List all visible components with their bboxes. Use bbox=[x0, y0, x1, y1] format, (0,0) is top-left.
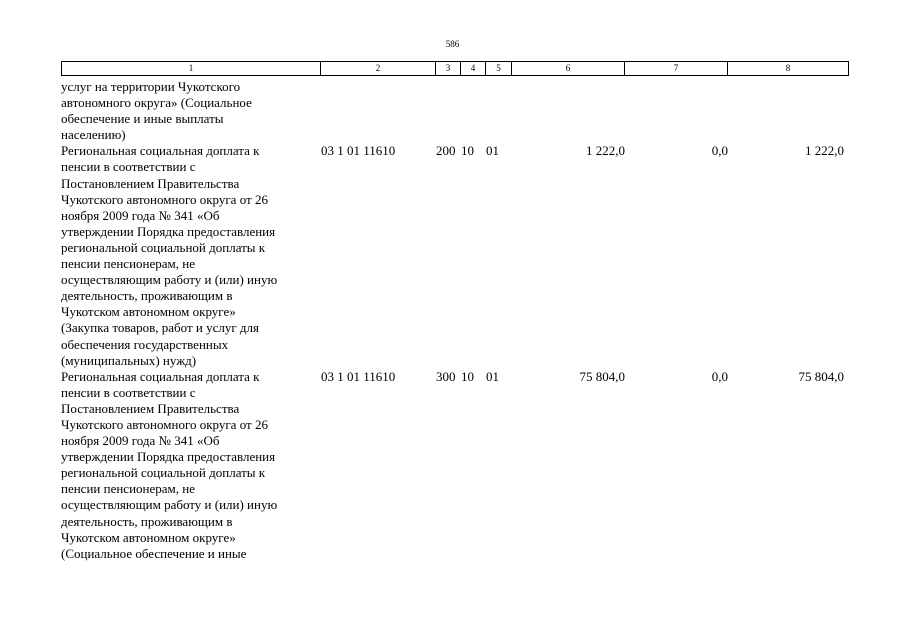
header-cell-2: 2 bbox=[320, 61, 436, 76]
row-section: 10 bbox=[461, 368, 474, 384]
row-expense-type bbox=[436, 79, 461, 143]
header-cell-4: 4 bbox=[460, 61, 486, 76]
table-row bbox=[61, 79, 849, 143]
row-amount-col8 bbox=[728, 79, 849, 143]
row-amount-col7 bbox=[625, 79, 728, 143]
table-row bbox=[61, 369, 849, 562]
table-header bbox=[61, 61, 849, 76]
row-amount-col7: 0,0 bbox=[711, 143, 728, 159]
row-target-code bbox=[321, 79, 436, 143]
row-description: Региональная социальная доплата к пенсии в соответствии с Постановлением Правительства Чукотского автономного округа от 26 ноября 2009 года № 341 «Об утверждении Порядка предоставления региональной социальной доплаты к пенсии пенсионерам, не осуществляющим работу и (или) иную деятельность, проживающим в Чукотском автономном округе» (Закупка товаров, работ и услуг для обеспечения государственных (муниципальных) нужд) bbox=[61, 143, 278, 368]
row-section: 10 bbox=[461, 143, 474, 159]
row-amount-col7: 0,0 bbox=[711, 368, 728, 384]
table-body bbox=[61, 79, 849, 562]
row-amount-col6 bbox=[512, 79, 625, 143]
row-amount-col8: 1 222,0 bbox=[805, 143, 844, 159]
table-row bbox=[61, 143, 849, 368]
header-cell-5: 5 bbox=[485, 61, 512, 76]
page-number: 586 bbox=[445, 39, 460, 49]
row-section bbox=[461, 79, 486, 143]
row-amount-col8: 75 804,0 bbox=[798, 368, 844, 384]
header-cell-3: 3 bbox=[435, 61, 461, 76]
header-cell-7: 7 bbox=[624, 61, 728, 76]
header-cell-8: 8 bbox=[727, 61, 849, 76]
row-description: услуг на территории Чукотского автономного округа» (Социальное обеспечение и иные выплаты населению) bbox=[61, 79, 252, 143]
header-cell-1: 1 bbox=[61, 61, 321, 76]
row-expense-type: 200 bbox=[436, 143, 456, 159]
row-expense-type: 300 bbox=[436, 368, 456, 384]
row-description: Региональная социальная доплата к пенсии в соответствии с Постановлением Правительства Чукотского автономного округа от 26 ноября 2009 года № 341 «Об утверждении Порядка предоставления региональной социальной доплаты к пенсии пенсионерам, не осуществляющим работу и (или) иную деятельность, проживающим в Чукотском автономном округе» (Социальное обеспечение и иные bbox=[61, 368, 278, 561]
header-cell-6: 6 bbox=[511, 61, 625, 76]
row-target-code: 03 1 01 11610 bbox=[321, 143, 396, 159]
row-subsection bbox=[486, 79, 512, 143]
row-subsection: 01 bbox=[486, 368, 499, 384]
row-amount-col6: 75 804,0 bbox=[579, 368, 625, 384]
row-target-code: 03 1 01 11610 bbox=[321, 368, 396, 384]
row-subsection: 01 bbox=[486, 143, 499, 159]
row-amount-col6: 1 222,0 bbox=[586, 143, 625, 159]
